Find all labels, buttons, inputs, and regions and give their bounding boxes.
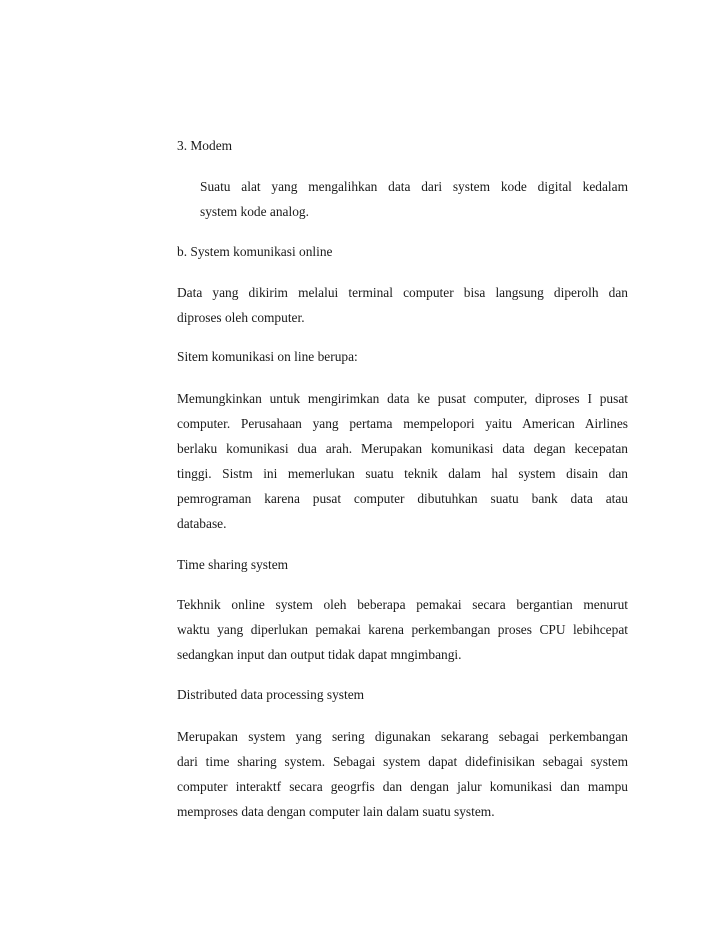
distributed-paragraph-line-3: computer interaktf secara geogrfis dan dengan jalur komunikasi dan mampu [177, 779, 628, 794]
modem-heading: 3. Modem [177, 138, 233, 153]
time-sharing-heading: Time sharing system [177, 557, 289, 572]
online-heading: b. System komunikasi online [177, 244, 333, 259]
distributed-paragraph-line-1: Merupakan system yang sering digunakan sekarang sebagai perkembangan [177, 729, 628, 744]
online-form-heading: Sitem komunikasi on line berupa: [177, 349, 358, 364]
distributed-paragraph-line-4: memproses data dengan computer lain dalam suatu system. [177, 804, 495, 819]
time-sharing-paragraph-line-1: Tekhnik online system oleh beberapa pemakai secara bergantian menurut [177, 597, 628, 612]
online-form-paragraph-line-5: pemrograman karena pusat computer dibutuhkan suatu bank data atau [177, 491, 628, 506]
document-page [177, 0, 628, 943]
time-sharing-paragraph-line-2: waktu yang diperlukan pemakai karena perkembangan proses CPU lebihcepat [177, 622, 628, 637]
online-form-paragraph-line-4: tinggi. Sistm ini memerlukan suatu teknik dalam hal system disain dan [177, 466, 628, 481]
online-form-paragraph-line-3: berlaku komunikasi dua arah. Merupakan komunikasi data degan kecepatan [177, 441, 628, 456]
modem-paragraph-line-1: Suatu alat yang mengalihkan data dari system kode digital kedalam [200, 179, 628, 194]
distributed-paragraph-line-2: dari time sharing system. Sebagai system dapat didefinisikan sebagai system [177, 754, 628, 769]
online-form-paragraph-line-2: computer. Perusahaan yang pertama mempelopori yaitu American Airlines [177, 416, 628, 431]
online-form-paragraph-line-6: database. [177, 516, 227, 531]
online-paragraph-line-1: Data yang dikirim melalui terminal computer bisa langsung diperolh dan [177, 285, 628, 300]
time-sharing-paragraph-line-3: sedangkan input dan output tidak dapat mngimbangi. [177, 647, 462, 662]
distributed-heading: Distributed data processing system [177, 687, 365, 702]
modem-paragraph-line-2: system kode analog. [200, 204, 309, 219]
online-form-paragraph-line-1: Memungkinkan untuk mengirimkan data ke pusat computer, diproses I pusat [177, 391, 628, 406]
online-paragraph-line-2: diproses oleh computer. [177, 310, 305, 325]
